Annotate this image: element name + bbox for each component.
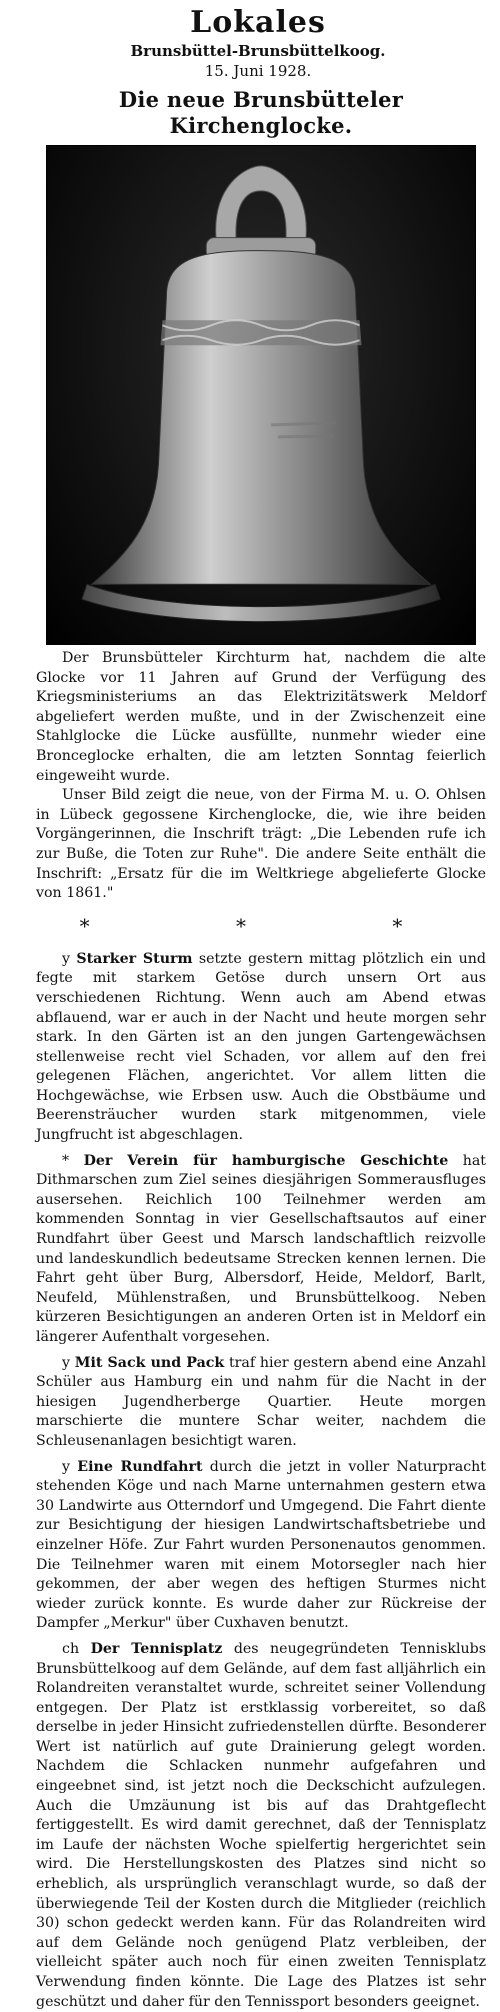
news-item-prefix: y <box>62 1354 75 1371</box>
news-item-prefix: ch <box>62 1640 91 1657</box>
dateline-place: Brunsbüttel-Brunsbüttelkoog. <box>130 42 386 60</box>
section-divider: * * * <box>79 913 473 938</box>
news-item-body: hat Dithmarschen zum Ziel seines diesjährigen Sommerausfluges ausersehen. Reichlich 100 Teilnehmer werden am kommenden Sonntag in vier Gesellschaftsautos auf einer Rundfahrt über Geest und Marsch landschaftlich reizvolle und landeskundlich bedeutsame Strecken kennen lernen. Die Fahrt geht über Burg, Albersdorf, Heide, Meldorf, Barlt, Neufeld, Mühlenstraßen, und Brunsbüttelkoog. Neben kürzeren Besichtigungen an anderen Orten ist in Meldorf ein längerer Aufenthalt vorgesehen. <box>36 1152 487 1345</box>
caption-paragraph-1: Der Brunsbütteler Kirchturm hat, nachdem die alte Glocke vor 11 Jahren auf Grund der Verfügung des Kriegsministeriums an das Elektrizitätswerk Meldorf abgeliefert werden mußte, und in der Zwischenzeit eine Stahlglocke die Lücke ausfüllte, nunmehr wieder eine Bronceglocke erhalten, die am letzten Sonntag feierlich eingeweiht wurde. <box>36 650 486 784</box>
news-item-body: traf hier gestern abend eine Anzahl Schüler aus Hamburg ein und nahm für die Nacht in der hiesigen Jugendherberge Quartier. Heute morgen marschierte die muntere Schar weiter, nachdem die Schleusenanlagen besichtigt waren. <box>36 1354 486 1449</box>
news-item-students <box>36 1354 486 1452</box>
news-item-lead: Der Tennisplatz <box>90 1640 223 1657</box>
news-item-body: des neugegründeten Tennisklubs Brunsbüttelkoog auf dem Gelände, auf dem fast alljährlich ein Rolandreiten veranstaltet wurde, schreitet seiner Vollendung entgegen. Der Platz ist erstklassig vorbereitet, so daß derselbe in jeder Hinsicht zufriedenstellen dürfte. Besonderer Wert ist natürlich auf gute Drainierung gelegt worden. Nachdem die Schlacken nunmehr aufgefahren und eingeebnet sind, ist jetzt noch die Deckschicht aufzulegen. Auch die Umzäunung ist bis auf das Drahtgeflecht fertiggestellt. Es wird damit gerechnet, daß der Tennisplatz im Laufe der nächsten Woche spielfertig hergerichtet sein wird. Die Herstellungskosten des Platzes sind nicht so erheblich, als ursprünglich veranschlagt wurde, so daß der überwiegende Teil der Kosten durch die Mitglieder (reichlich 30) schon gedeckt werden kann. Für das Rolandreiten wird auf dem Gelände noch genügend Platz verbleiben, der vielleicht später auch noch für einen zweiten Tennisplatz Verwendung finden könnte. Die Lage des Platzes ist sehr geschützt und daher für den Tennissport besonders geeignet. <box>36 1640 486 2010</box>
news-item-prefix: y <box>62 950 77 967</box>
news-item-body: durch die jetzt in voller Naturpracht stehenden Köge und nach Marne unternahmen gestern etwa 30 Landwirte aus Otterndorf und Umgegend. Die Fahrt diente zur Besichtigung der hiesigen Landwirtschaftsbetriebe und einzelner Höfe. Zur Fahrt wurden Personenautos genommen. Die Teilnehmer waren mit einem Motorsegler nach hier gekommen, der aber wegen des heftigen Sturmes nicht wieder zurück konnte. Es wurde daher zur Rückreise der Dampfer „Merkur" über Cuxhaven benutzt. <box>36 1458 487 1632</box>
masthead <box>36 6 480 81</box>
article-body <box>36 649 486 904</box>
news-item-history-society <box>36 1152 486 1348</box>
section-title: Lokales <box>190 5 326 40</box>
news-item-body: setzte gestern mittag plötzlich ein und fegte mit starkem Getöse durch unsern Ort aus verschiedenen Richtung. Wenn auch am Abend etwas abflauend, war er auch in der Nacht und heute morgen sehr stark. In den Gärten ist an den jungen Gartengewächsen stellenweise recht viel Schaden, vor allem auf den frei gelegenen Flächen, angerichtet. Vor allem litten die Hochgewächse, wie Erbsen usw. Auch die Obstbäume und Beerensträucher wurden stark mitgenommen, viele Jungfrucht ist abgeschlagen. <box>36 950 486 1144</box>
news-item-tour <box>36 1458 486 1634</box>
news-item-prefix: y <box>62 1458 78 1475</box>
local-news-list <box>36 950 486 2012</box>
caption-paragraph-2: Unser Bild zeigt die neue, von der Firma M. u. O. Ohlsen in Lübeck gegossene Kirchenglocke, die, wie ihre beiden Vorgängerinnen, die Inschrift trägt: „Die Lebenden rufe ich zur Buße, die Toten zur Ruhe". Die andere Seite enthält die Inschrift: „Ersatz für die im Weltkriege abgelieferte Glocke von 1861." <box>36 787 486 902</box>
news-item-storm <box>36 950 486 1146</box>
dateline-date: 15. Juni 1928. <box>204 62 312 80</box>
news-item-tennis <box>36 1640 486 2012</box>
news-item-lead: Der Verein für hamburgische Geschichte <box>83 1152 449 1169</box>
news-item-prefix: * <box>62 1152 84 1169</box>
bell-photo <box>46 145 476 645</box>
news-item-lead: Eine Rundfahrt <box>77 1458 203 1475</box>
news-item-lead: Starker Sturm <box>76 950 193 967</box>
news-item-lead: Mit Sack und Pack <box>74 1354 225 1371</box>
article-headline: Die neue Brunsbütteler Kirchenglocke. <box>118 87 404 138</box>
bell-illustration <box>47 146 475 644</box>
